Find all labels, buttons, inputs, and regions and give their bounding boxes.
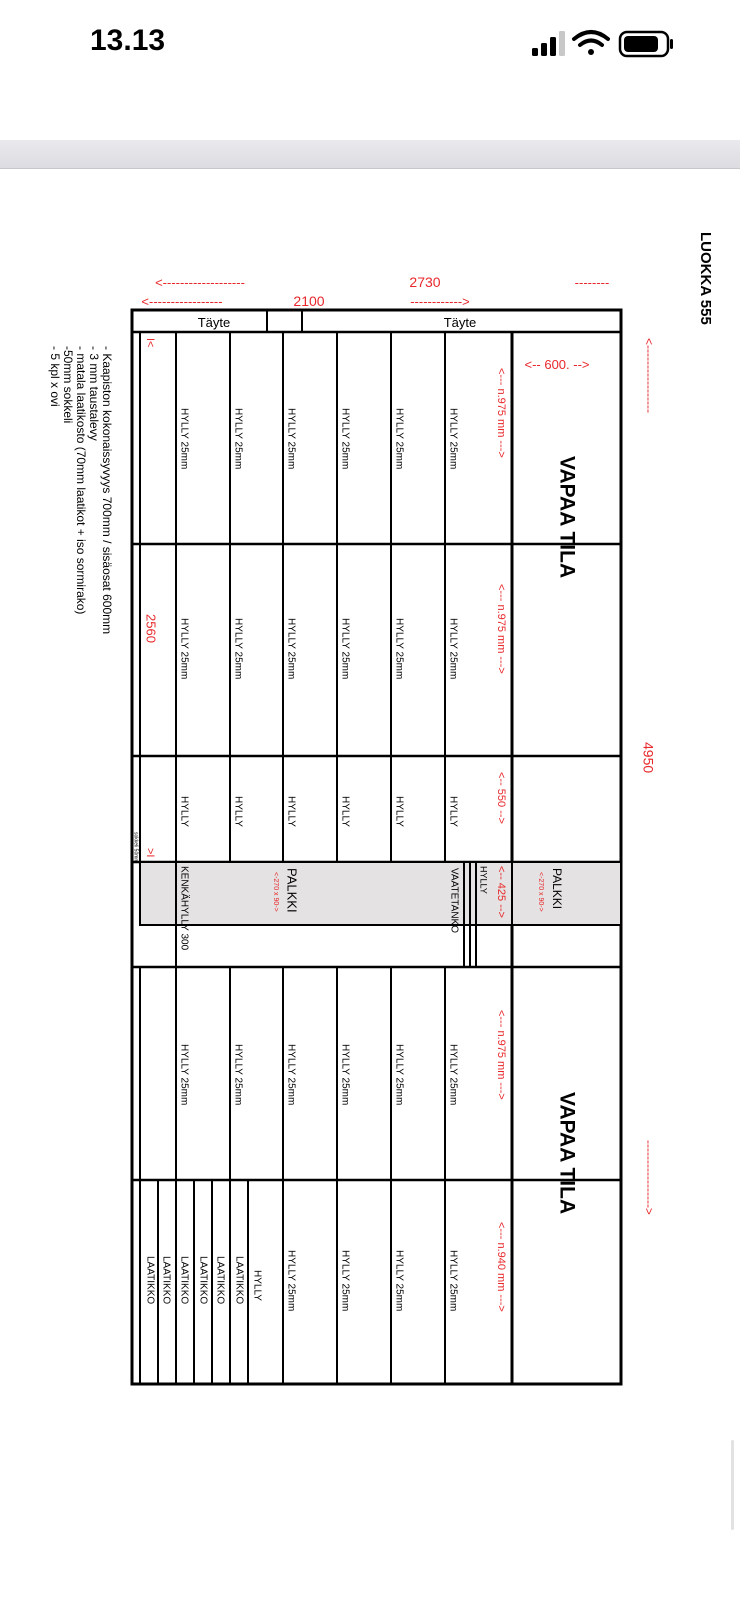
- document-title: LUOKKA 555: [697, 232, 715, 325]
- shelf-label: HYLLY 25mm: [339, 1044, 351, 1106]
- shelf-label: HYLLY 25mm: [285, 408, 297, 470]
- shelf-label: HYLLY: [285, 796, 297, 827]
- shelf-label: HYLLY 25mm: [447, 1044, 459, 1106]
- fill-label: Täyte: [443, 315, 477, 330]
- shelf-label: HYLLY 25mm: [178, 408, 190, 470]
- browser-toolbar: [0, 140, 740, 169]
- dimension-segment: <-- 550 -->: [495, 772, 508, 824]
- beam-label: PALKKI: [284, 868, 300, 913]
- fill-label: Täyte: [197, 315, 231, 330]
- shelf-label: HYLLY 25mm: [447, 1250, 459, 1312]
- drawer-label: LAATIKKO: [144, 1256, 156, 1305]
- note-line: -50mm sokkeli: [60, 346, 75, 424]
- beam-size-label: <-270 x 90->: [537, 872, 545, 912]
- dimension-arrow: <-----------------: [141, 294, 223, 309]
- beam-label: PALKKI: [549, 868, 564, 910]
- note-line: - Kaapiston kokonaissyvyys 700mm / sisäosat 600mm: [99, 346, 114, 635]
- shelf-label: HYLLY 25mm: [285, 1250, 297, 1312]
- drawer-label: LAATIKKO: [178, 1256, 190, 1305]
- shoe-shelf-label: KENKÄHYLLY 300: [178, 866, 190, 951]
- shelf-label: HYLLY 25mm: [447, 618, 459, 680]
- dimension-inner-width: 2100: [293, 293, 325, 309]
- shelf-label: HYLLY 25mm: [339, 408, 351, 470]
- dimension-depth: <-- 600. -->: [524, 357, 590, 372]
- shelf-label: HYLLY 25mm: [393, 618, 405, 680]
- status-bar: [0, 0, 740, 90]
- dimension-segment: <-- 425 -->: [495, 866, 508, 918]
- drawer-label: LAATIKKO: [160, 1256, 172, 1305]
- dimension-segment: <--- n.975 mm --->: [495, 584, 508, 674]
- dimension-total-width: 2730: [409, 274, 441, 290]
- shelf-label: HYLLY: [393, 796, 405, 827]
- dimension-segment: <--- n.975 mm --->: [495, 368, 508, 458]
- free-space-label: VAPAA TILA: [555, 456, 579, 579]
- status-icons: [528, 28, 688, 62]
- dimension-arrow: ------------>: [410, 294, 470, 309]
- status-time: 13.13: [90, 24, 166, 57]
- shelf-label: HYLLY 25mm: [232, 1044, 244, 1106]
- note-line: - 5 kpl x ovi: [47, 346, 62, 407]
- clothes-rail-label: VAATETANKO: [448, 868, 460, 934]
- shelf-label: HYLLY: [251, 1270, 263, 1301]
- shelf-label: HYLLY: [232, 796, 244, 827]
- shelf-label: HYLLY 25mm: [232, 408, 244, 470]
- shelf-label: HYLLY 25mm: [393, 1044, 405, 1106]
- dimension-left-section: 2560: [143, 614, 159, 643]
- note-line: - matala laatikosto (70mm laatikot + iso sormirako): [73, 346, 88, 615]
- shelf-label: HYLLY 25mm: [178, 618, 190, 680]
- pdf-document[interactable]: [0, 170, 740, 1600]
- plinth-label: sokkeli 50mm: [132, 832, 139, 863]
- dimension-length: 4950: [640, 742, 657, 774]
- shelf-label: HYLLY 25mm: [285, 618, 297, 680]
- shelf-label: HYLLY 25mm: [393, 1250, 405, 1312]
- dimension-arrow: ----------------->: [641, 1140, 656, 1215]
- shelf-label: HYLLY 25mm: [232, 618, 244, 680]
- drawer-label: LAATIKKO: [233, 1256, 245, 1305]
- shelf-label: HYLLY 25mm: [285, 1044, 297, 1106]
- shelf-label: HYLLY 25mm: [339, 1250, 351, 1312]
- beam-size-label: <-270 x 90->: [272, 872, 280, 912]
- shelf-label: HYLLY: [478, 866, 489, 894]
- cabinet-outline: [132, 310, 621, 1384]
- beam-area: [512, 862, 621, 925]
- shelf-label: HYLLY 25mm: [339, 618, 351, 680]
- dimension-segment: <--- n.975 mm --->: [495, 1010, 508, 1100]
- drawer-label: LAATIKKO: [214, 1256, 226, 1305]
- free-space-label: VAPAA TILA: [555, 1092, 579, 1215]
- dimension-arrow: --------: [574, 275, 610, 290]
- drawer-label: LAATIKKO: [197, 1256, 209, 1305]
- shelf-label: HYLLY 25mm: [447, 408, 459, 470]
- dimension-arrow: <-------------------: [155, 275, 245, 290]
- shelf-label: HYLLY: [339, 796, 351, 827]
- shelf-label: HYLLY: [447, 796, 459, 827]
- dimension-mark: I<: [144, 338, 157, 348]
- dimension-mark: >I: [144, 848, 157, 858]
- wifi-icon: [574, 32, 608, 55]
- note-line: - 3 mm taustalevy: [86, 346, 101, 441]
- dimension-arrow: <-----------------: [641, 338, 656, 413]
- shelf-label: HYLLY 25mm: [178, 1044, 190, 1106]
- battery-icon: [620, 32, 673, 56]
- scroll-indicator[interactable]: [731, 1440, 734, 1530]
- cellular-signal-icon: [532, 31, 565, 56]
- shelf-label: HYLLY 25mm: [393, 408, 405, 470]
- dimension-segment: <--- n.940 mm --->: [495, 1222, 508, 1312]
- shelf-label: HYLLY: [178, 796, 190, 827]
- floor-plan-drawing: [0, 170, 740, 1600]
